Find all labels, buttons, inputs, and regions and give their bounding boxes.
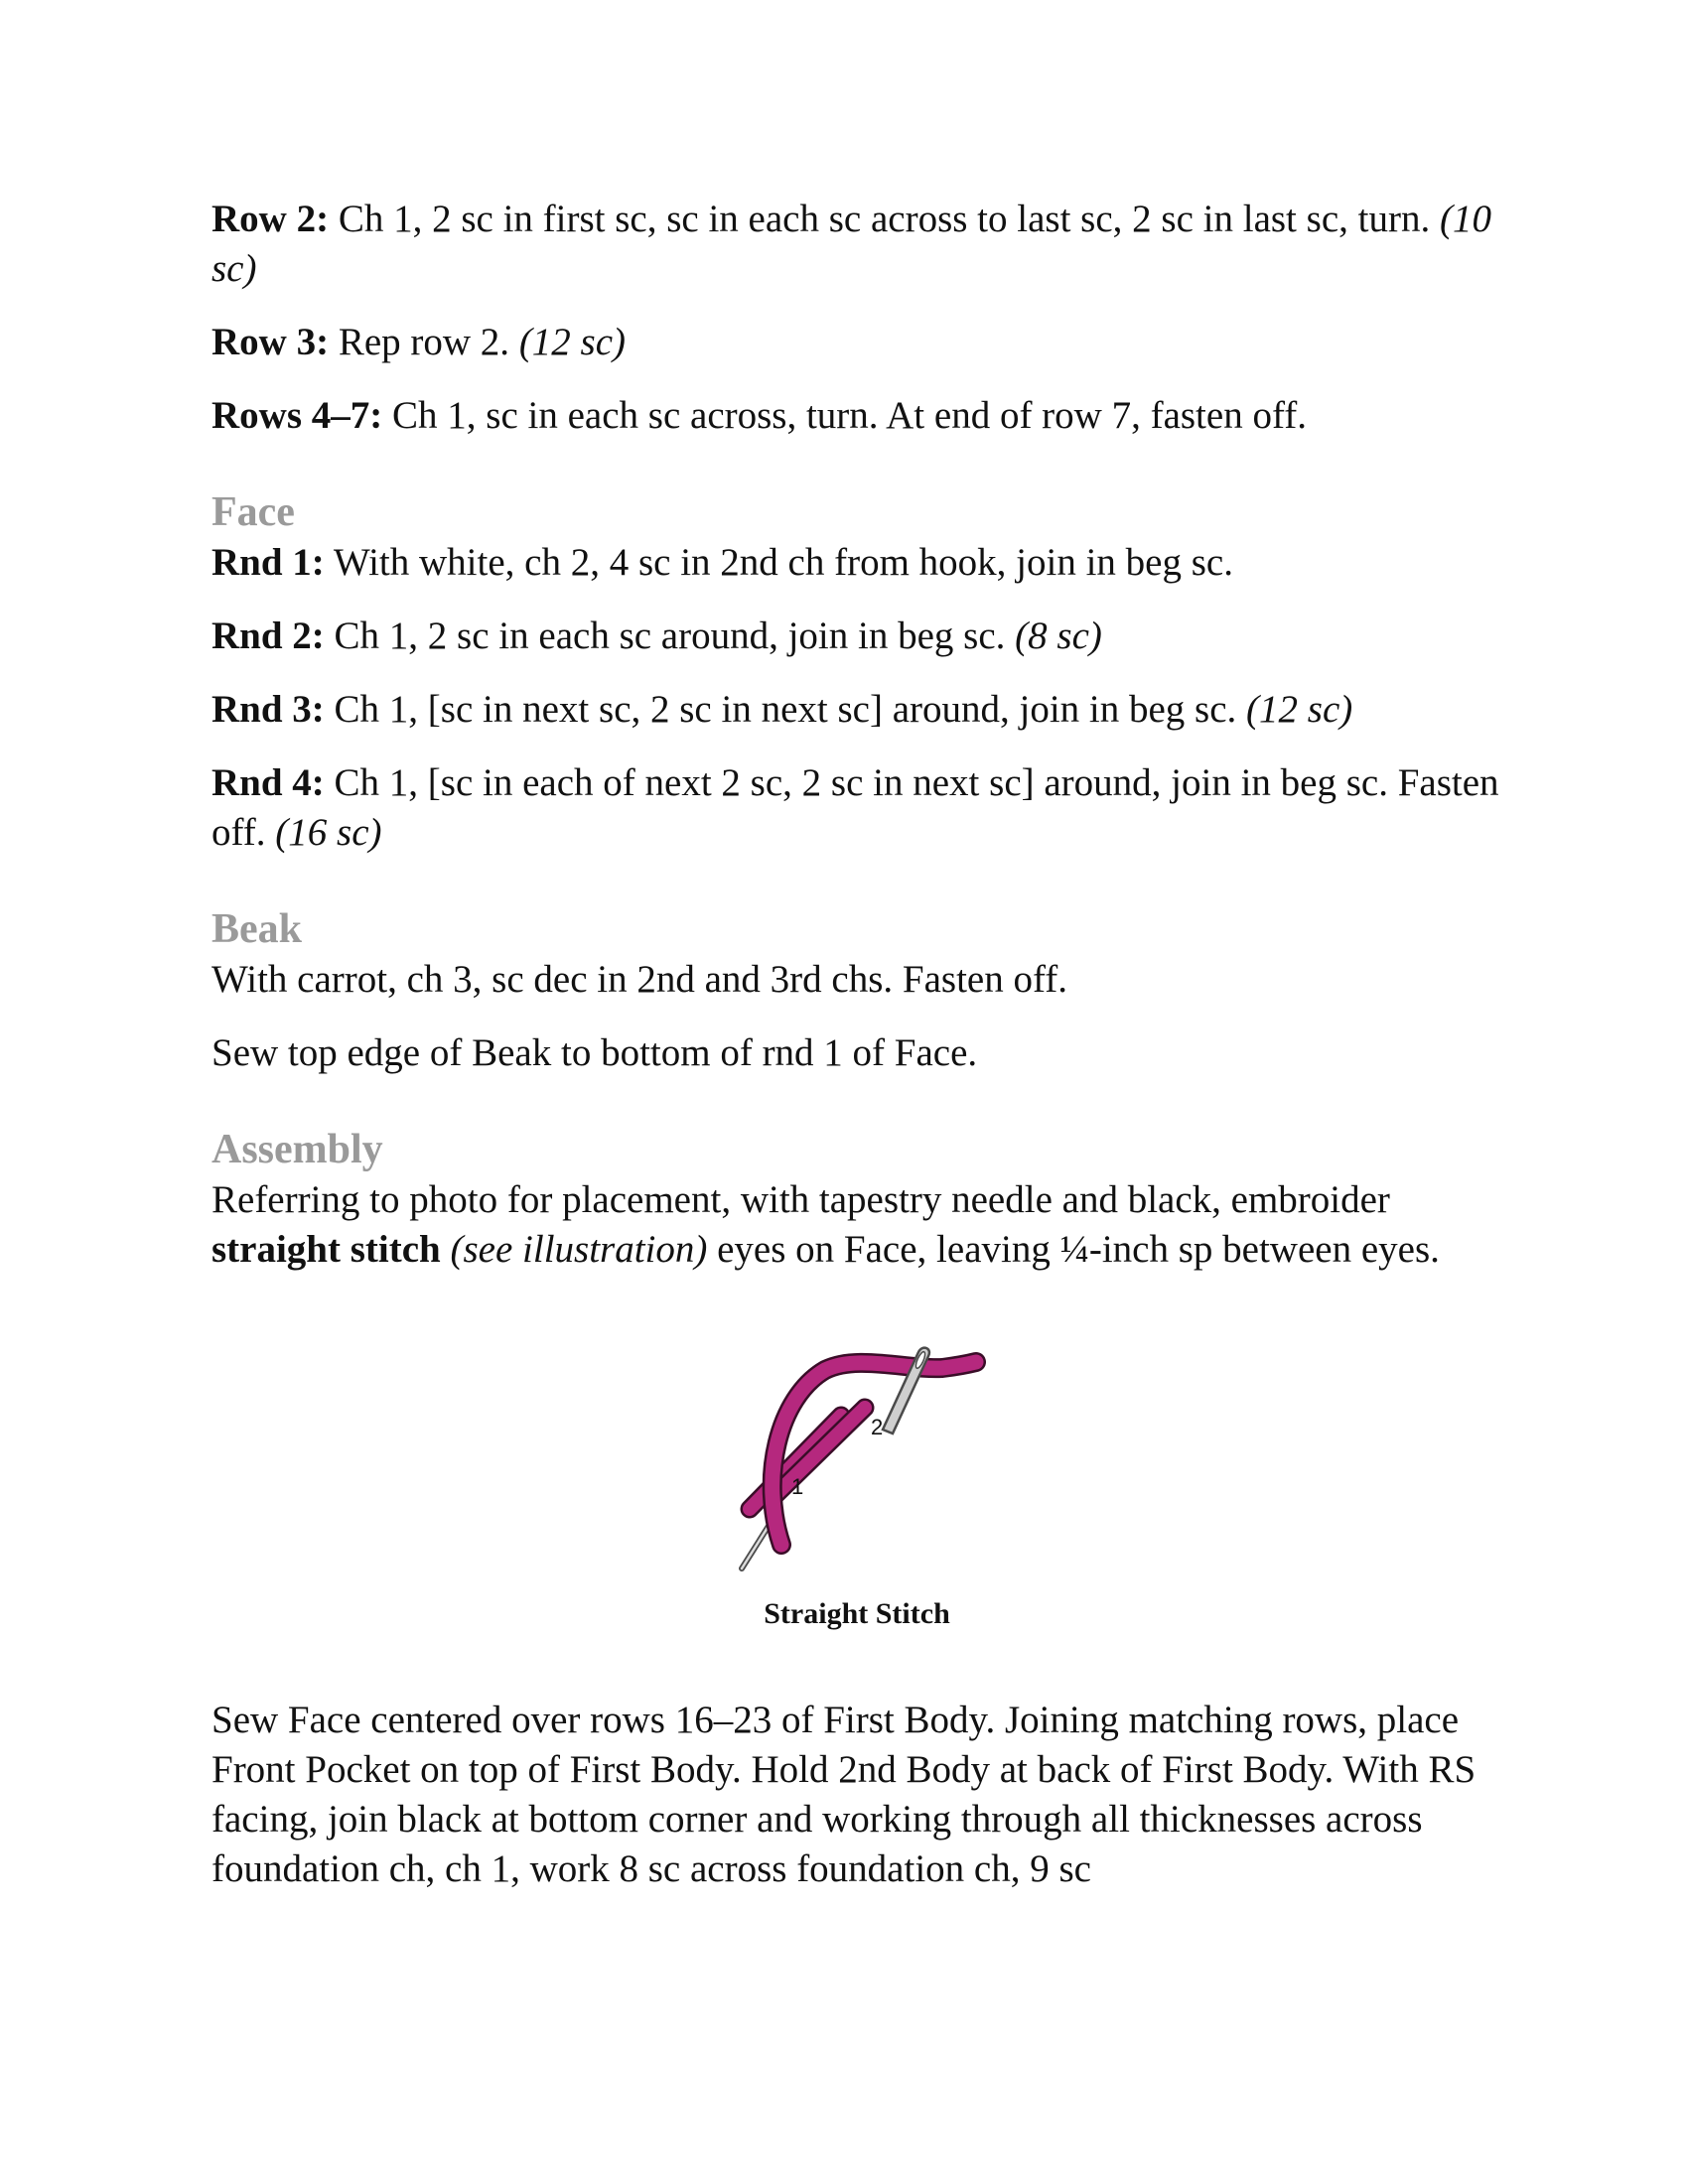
assembly-final-paragraph: Sew Face centered over rows 16–23 of First Body. Joining matching rows, place Front Pocket on top of First Body. Hold 2nd Body at back of First Body. With RS facing, join black at bottom corner and working through all thicknesses across foundation ch, ch 1, work 8 sc across foundation ch, 9 sc [211,1699,1477,1890]
row-label: Rows 4–7: [211,394,383,437]
stitch-count: (12 sc) [1246,688,1353,731]
face-heading: Face [211,489,295,535]
rows-4-7-paragraph [211,391,1502,441]
beak-line-1: With carrot, ch 3, sc dec in 2nd and 3rd chs. Fasten off. [211,958,1067,1001]
stitch-count: (10 sc) [211,198,1491,290]
row-3-paragraph [211,318,1502,367]
rnd-4-paragraph [211,758,1502,858]
assembly-intro: Referring to photo for placement, with tapestry needle and black, embroider [211,1178,1390,1221]
straight-stitch-illustration [708,1318,1006,1586]
rnd-text: With white, ch 2, 4 sc in 2nd ch from hook, join in beg sc. [324,541,1233,584]
assembly-paragraph [211,1175,1502,1275]
rnd-3-paragraph [211,685,1502,735]
document-page [211,195,1502,1894]
row-text: Ch 1, 2 sc in first sc, sc in each sc across to last sc, 2 sc in last sc, turn. [329,198,1440,240]
stitch-term: straight stitch [211,1228,441,1271]
rnd-text: Ch 1, [sc in each of next 2 sc, 2 sc in next sc] around, join in beg sc. Fasten off. [211,761,1499,854]
stitch-count: (8 sc) [1015,614,1102,657]
stitch-count: (12 sc) [518,321,627,363]
stitch-count: (16 sc) [275,811,382,854]
row-label: Row 3: [211,321,330,363]
rnd-label: Rnd 2: [211,614,325,657]
rnd-text: Ch 1, 2 sc in each sc around, join in beg sc. [324,614,1016,657]
rnd-1-paragraph [211,538,1502,588]
row-text: Rep row 2. [329,321,519,363]
assembly-rest: eyes on Face, leaving ¼-inch sp between eyes. [707,1228,1440,1271]
rnd-2-paragraph [211,612,1502,661]
assembly-heading: Assembly [211,1127,383,1172]
row-2-paragraph [211,195,1502,294]
figure-caption: Straight Stitch [764,1597,950,1630]
point-label-2: 2 [871,1415,884,1439]
rnd-text: Ch 1, [sc in next sc, 2 sc in next sc] around, join in beg sc. [324,688,1247,731]
beak-line-2: Sew top edge of Beak to bottom of rnd 1 of Face. [211,1031,978,1074]
beak-heading: Beak [211,906,303,952]
row-text: Ch 1, sc in each sc across, turn. At end of row 7, fasten off. [382,394,1307,437]
rnd-label: Rnd 3: [211,688,325,731]
row-label: Row 2: [211,198,330,240]
rnd-label: Rnd 4: [211,761,325,804]
rnd-label: Rnd 1: [211,541,325,584]
straight-stitch-figure [211,1318,1502,1586]
point-label-1: 1 [791,1474,804,1499]
illustration-reference: (see illustration) [440,1228,708,1271]
